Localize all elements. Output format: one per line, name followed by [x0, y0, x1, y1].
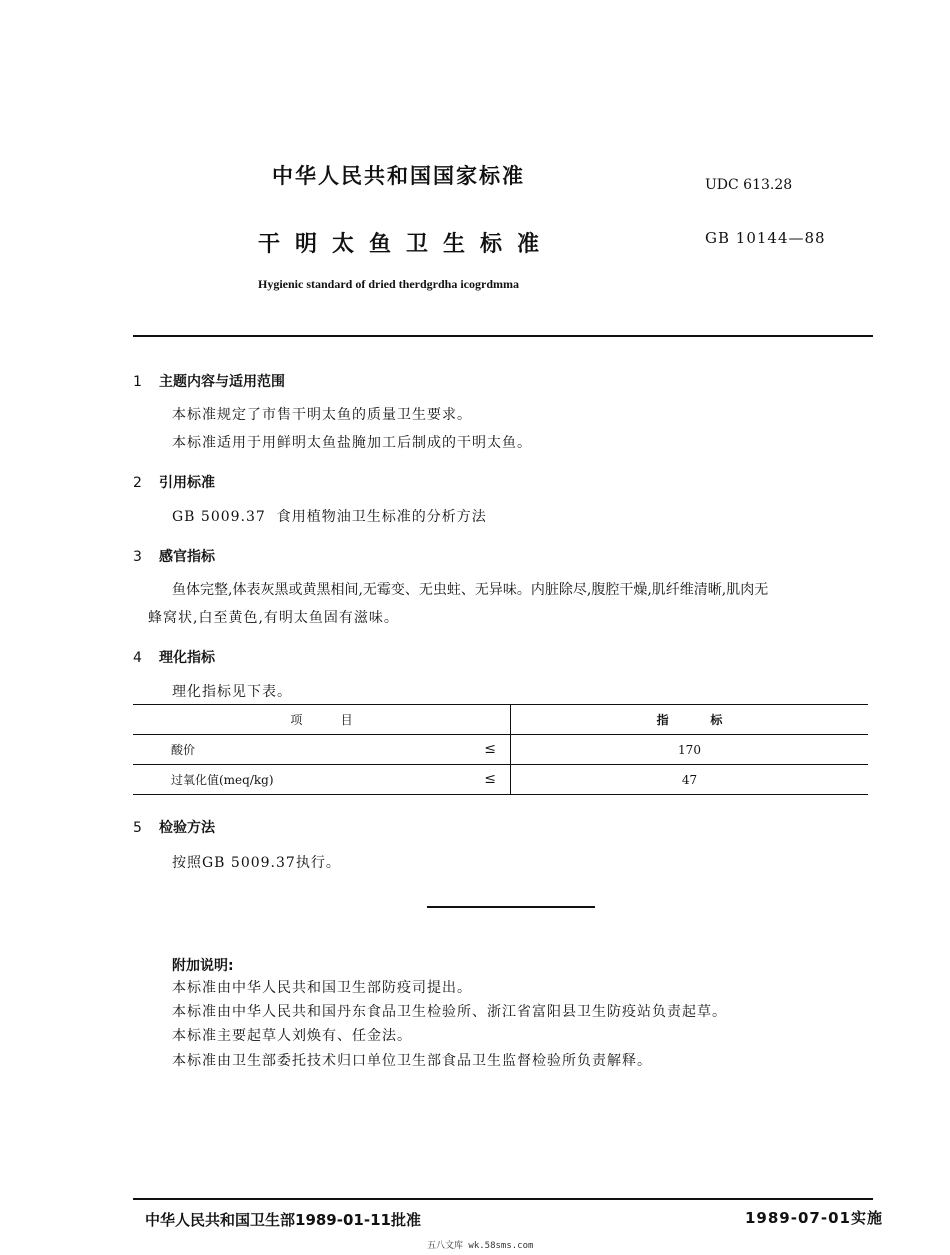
udc-number: UDC 613.28 — [705, 177, 793, 193]
section-4-title: 理化指标 — [159, 650, 215, 666]
table-row-value: 170 — [511, 735, 869, 765]
table-row — [133, 735, 868, 765]
section-5-heading: 5 检验方法 — [133, 820, 215, 836]
notes-line-4: 本标准由卫生部委托技术归口单位卫生部食品卫生监督检验所负责解释。 — [172, 1053, 652, 1069]
section-3-title: 感官指标 — [159, 549, 215, 565]
document-title: 干明太鱼卫生标准 — [258, 232, 555, 257]
table-row-item: 过氧化值(meq/kg) — [171, 773, 274, 787]
section-3-para-1: 鱼体完整,体表灰黑或黄黑相间,无霉变、无虫蛀、无异味。内脏除尽,腹腔干燥,肌纤维清晰,肌肉无 — [172, 582, 769, 598]
section-1-para-2: 本标准适用于用鲜明太鱼盐腌加工后制成的干明太鱼。 — [172, 435, 532, 451]
section-1-para-1: 本标准规定了市售干明太鱼的质量卫生要求。 — [172, 407, 472, 423]
section-1-title: 主题内容与适用范围 — [159, 374, 285, 390]
english-title: Hygienic standard of dried therdgrdha icogrdmma — [258, 277, 519, 291]
table-header-item: 项 目 — [133, 705, 511, 735]
table-row — [133, 765, 868, 795]
section-5-title: 检验方法 — [159, 820, 215, 836]
effective-date: 1989-07-01实施 — [745, 1209, 883, 1227]
section-2-heading: 2 引用标准 — [133, 475, 215, 491]
section-3-heading: 3 感官指标 — [133, 549, 215, 565]
end-divider — [427, 906, 595, 908]
notes-line-2: 本标准由中华人民共和国丹东食品卫生检验所、浙江省富阳县卫生防疫站负责起草。 — [172, 1004, 727, 1020]
section-4-heading: 4 理化指标 — [133, 650, 215, 666]
table-header-index: 指 标 — [511, 705, 869, 735]
physicochemical-table — [133, 704, 868, 795]
gb-number: GB 10144—88 — [705, 229, 826, 247]
section-2-title: 引用标准 — [159, 475, 215, 491]
footer-divider — [133, 1198, 873, 1200]
table-row-symbol: ≤ — [484, 741, 496, 757]
section-4-para-1: 理化指标见下表。 — [172, 684, 292, 700]
table-row-value: 47 — [681, 772, 698, 787]
standard-category-title: 中华人民共和国国家标准 — [272, 164, 525, 188]
table-header-row — [133, 705, 868, 735]
section-1-heading: 1 主题内容与适用范围 — [133, 374, 285, 390]
table-row-item: 酸价 — [171, 743, 196, 757]
section-2-para-1: GB 5009.37 食用植物油卫生标准的分析方法 — [172, 509, 487, 525]
table-row-symbol: ≤ — [484, 771, 496, 787]
section-5-para-1: 按照GB 5009.37执行。 — [172, 855, 341, 871]
notes-line-1: 本标准由中华人民共和国卫生部防疫司提出。 — [172, 980, 472, 996]
notes-title: 附加说明: — [172, 958, 234, 974]
section-3-para-2: 蜂窝状,白至黄色,有明太鱼固有滋味。 — [148, 610, 399, 626]
watermark-text: 五八文库 wk.58sms.com — [427, 1241, 534, 1251]
notes-line-3: 本标准主要起草人刘焕有、任金法。 — [172, 1028, 412, 1044]
approval-date: 中华人民共和国卫生部1989-01-11批准 — [145, 1211, 421, 1229]
header-divider — [133, 335, 873, 337]
